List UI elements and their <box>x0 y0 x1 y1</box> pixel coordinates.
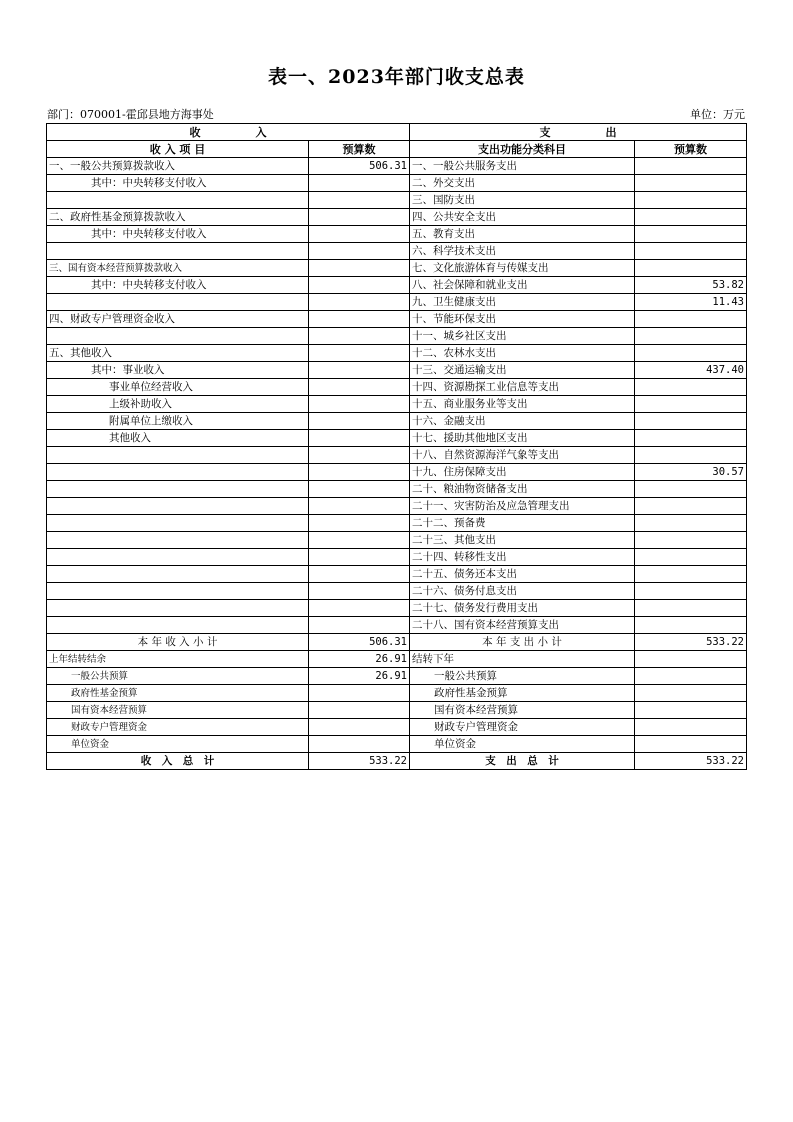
income-amount-cell <box>309 175 410 192</box>
income-item-cell: 三、国有资本经营预算拨款收入 <box>47 260 309 277</box>
table-row <box>47 158 747 175</box>
department-label: 部门：070001-霍邱县地方海事处 <box>47 108 214 121</box>
expense-item-cell: 二十五、债务还本支出 <box>410 566 635 583</box>
expense-item-cell: 十九、住房保障支出 <box>410 464 635 481</box>
income-item-cell <box>47 464 309 481</box>
expense-amount-cell <box>635 532 747 549</box>
expense-item-cell: 六、科学技术支出 <box>410 243 635 260</box>
income-item-cell: 五、其他收入 <box>47 345 309 362</box>
income-item-cell <box>47 549 309 566</box>
income-amount-cell <box>309 515 410 532</box>
income-amount-cell: 506.31 <box>309 158 410 175</box>
table-row <box>47 532 747 549</box>
income-total-label: 收 入 总 计 <box>47 753 309 770</box>
expense-item-cell: 十六、金融支出 <box>410 413 635 430</box>
income-item-cell <box>47 447 309 464</box>
income-item-cell <box>47 566 309 583</box>
expense-item-cell: 二十八、国有资本经营预算支出 <box>410 617 635 634</box>
table-row <box>47 260 747 277</box>
expense-subtotal-label: 本 年 支 出 小 计 <box>410 634 635 651</box>
income-amount-cell <box>309 379 410 396</box>
income-item-cell: 其他收入 <box>47 430 309 447</box>
expense-amount-cell <box>635 566 747 583</box>
carry-expense-item: 结转下年 <box>410 651 635 668</box>
table-row <box>47 600 747 617</box>
total-row <box>47 753 747 770</box>
income-amount-cell <box>309 311 410 328</box>
income-item-header: 收 入 项 目 <box>47 141 309 158</box>
carry-expense-amount <box>635 719 747 736</box>
table-row <box>47 447 747 464</box>
income-item-cell: 上级补助收入 <box>47 396 309 413</box>
expense-subtotal-amount: 533.22 <box>635 634 747 651</box>
income-item-cell: 附属单位上缴收入 <box>47 413 309 430</box>
expense-item-header: 支出功能分类科目 <box>410 141 635 158</box>
expense-amount-cell: 11.43 <box>635 294 747 311</box>
expense-item-cell: 二十、粮油物资储备支出 <box>410 481 635 498</box>
income-item-cell: 四、财政专户管理资金收入 <box>47 311 309 328</box>
income-amount-cell <box>309 413 410 430</box>
carry-row <box>47 702 747 719</box>
income-amount-cell <box>309 549 410 566</box>
expense-amount-cell <box>635 311 747 328</box>
income-item-cell <box>47 481 309 498</box>
budget-table <box>46 123 747 770</box>
income-item-cell <box>47 294 309 311</box>
carry-expense-amount <box>635 651 747 668</box>
income-amount-cell <box>309 464 410 481</box>
expense-item-cell: 一、一般公共服务支出 <box>410 158 635 175</box>
expense-amount-cell <box>635 617 747 634</box>
carry-income-item: 政府性基金预算 <box>47 685 309 702</box>
income-amount-cell <box>309 328 410 345</box>
expense-item-cell: 二、外交支出 <box>410 175 635 192</box>
income-amount-cell <box>309 192 410 209</box>
income-amount-cell <box>309 583 410 600</box>
carry-income-amount <box>309 685 410 702</box>
table-row <box>47 379 747 396</box>
income-amount-cell <box>309 362 410 379</box>
expense-item-cell: 二十二、预备费 <box>410 515 635 532</box>
table-row <box>47 277 747 294</box>
carry-income-item: 单位资金 <box>47 736 309 753</box>
expense-amount-cell <box>635 549 747 566</box>
income-item-cell: 事业单位经营收入 <box>47 379 309 396</box>
income-item-cell: 二、政府性基金预算拨款收入 <box>47 209 309 226</box>
expense-item-cell: 十、节能环保支出 <box>410 311 635 328</box>
table-row <box>47 566 747 583</box>
carry-income-item: 国有资本经营预算 <box>47 702 309 719</box>
carry-expense-amount <box>635 668 747 685</box>
income-item-cell: 其中：中央转移支付收入 <box>47 175 309 192</box>
expense-amount-cell <box>635 328 747 345</box>
income-amount-cell <box>309 294 410 311</box>
income-subtotal-label: 本 年 收 入 小 计 <box>47 634 309 651</box>
income-amount-header: 预算数 <box>309 141 410 158</box>
income-item-cell <box>47 617 309 634</box>
expense-section-header: 支 出 <box>410 124 747 141</box>
expense-total-amount: 533.22 <box>635 753 747 770</box>
carry-expense-amount <box>635 702 747 719</box>
income-amount-cell <box>309 617 410 634</box>
subtotal-row <box>47 634 747 651</box>
income-item-cell <box>47 243 309 260</box>
income-amount-cell <box>309 345 410 362</box>
carry-expense-amount <box>635 736 747 753</box>
expense-amount-cell <box>635 515 747 532</box>
expense-amount-cell: 53.82 <box>635 277 747 294</box>
carry-income-item: 一般公共预算 <box>47 668 309 685</box>
carry-expense-item: 一般公共预算 <box>410 668 635 685</box>
income-amount-cell <box>309 566 410 583</box>
carry-row <box>47 651 747 668</box>
income-section-header: 收 入 <box>47 124 410 141</box>
table-row <box>47 464 747 481</box>
page-title: 表一、2023年部门收支总表 <box>268 66 525 88</box>
income-item-cell <box>47 328 309 345</box>
carry-income-amount <box>309 719 410 736</box>
expense-amount-cell <box>635 158 747 175</box>
income-amount-cell <box>309 430 410 447</box>
expense-item-cell: 四、公共安全支出 <box>410 209 635 226</box>
expense-amount-cell <box>635 209 747 226</box>
table-row <box>47 515 747 532</box>
income-item-cell: 其中：中央转移支付收入 <box>47 277 309 294</box>
expense-amount-header: 预算数 <box>635 141 747 158</box>
expense-item-cell: 二十四、转移性支出 <box>410 549 635 566</box>
table-row <box>47 226 747 243</box>
table-row <box>47 175 747 192</box>
expense-amount-cell <box>635 379 747 396</box>
expense-item-cell: 二十六、债务付息支出 <box>410 583 635 600</box>
carry-expense-item: 国有资本经营预算 <box>410 702 635 719</box>
income-amount-cell <box>309 498 410 515</box>
table-row <box>47 549 747 566</box>
income-amount-cell <box>309 532 410 549</box>
expense-amount-cell <box>635 413 747 430</box>
carry-row <box>47 668 747 685</box>
expense-total-label: 支 出 总 计 <box>410 753 635 770</box>
table-row <box>47 396 747 413</box>
income-amount-cell <box>309 277 410 294</box>
carry-expense-item: 单位资金 <box>410 736 635 753</box>
expense-item-cell: 二十一、灾害防治及应急管理支出 <box>410 498 635 515</box>
section-header-row <box>47 124 747 141</box>
expense-amount-cell <box>635 243 747 260</box>
table-row <box>47 192 747 209</box>
carry-row <box>47 719 747 736</box>
table-row <box>47 481 747 498</box>
carry-row <box>47 736 747 753</box>
expense-item-cell: 十四、资源勘探工业信息等支出 <box>410 379 635 396</box>
income-amount-cell <box>309 226 410 243</box>
table-row <box>47 328 747 345</box>
carry-row <box>47 685 747 702</box>
expense-amount-cell <box>635 447 747 464</box>
income-amount-cell <box>309 447 410 464</box>
table-row <box>47 498 747 515</box>
carry-income-amount: 26.91 <box>309 668 410 685</box>
unit-label: 单位：万元 <box>690 108 745 121</box>
expense-amount-cell <box>635 192 747 209</box>
expense-amount-cell <box>635 345 747 362</box>
table-row <box>47 294 747 311</box>
expense-amount-cell <box>635 260 747 277</box>
carry-income-item: 上年结转结余 <box>47 651 309 668</box>
carry-income-amount <box>309 736 410 753</box>
expense-amount-cell <box>635 175 747 192</box>
income-item-cell <box>47 192 309 209</box>
carry-expense-item: 政府性基金预算 <box>410 685 635 702</box>
expense-amount-cell <box>635 226 747 243</box>
expense-item-cell: 五、教育支出 <box>410 226 635 243</box>
table-row <box>47 617 747 634</box>
income-total-amount: 533.22 <box>309 753 410 770</box>
income-item-cell <box>47 515 309 532</box>
income-amount-cell <box>309 260 410 277</box>
expense-amount-cell <box>635 583 747 600</box>
expense-item-cell: 九、卫生健康支出 <box>410 294 635 311</box>
table-row <box>47 311 747 328</box>
expense-item-cell: 十二、农林水支出 <box>410 345 635 362</box>
expense-item-cell: 七、文化旅游体育与传媒支出 <box>410 260 635 277</box>
expense-item-cell: 十七、援助其他地区支出 <box>410 430 635 447</box>
carry-expense-item: 财政专户管理资金 <box>410 719 635 736</box>
budget-table-body <box>47 124 747 770</box>
income-item-cell <box>47 583 309 600</box>
column-header-row <box>47 141 747 158</box>
expense-amount-cell <box>635 430 747 447</box>
income-item-cell <box>47 532 309 549</box>
table-row <box>47 430 747 447</box>
income-item-cell <box>47 498 309 515</box>
expense-item-cell: 八、社会保障和就业支出 <box>410 277 635 294</box>
carry-expense-amount <box>635 685 747 702</box>
expense-item-cell: 十八、自然资源海洋气象等支出 <box>410 447 635 464</box>
expense-item-cell: 三、国防支出 <box>410 192 635 209</box>
expense-item-cell: 十一、城乡社区支出 <box>410 328 635 345</box>
expense-item-cell: 十五、商业服务业等支出 <box>410 396 635 413</box>
carry-income-item: 财政专户管理资金 <box>47 719 309 736</box>
income-item-cell <box>47 600 309 617</box>
income-amount-cell <box>309 396 410 413</box>
income-amount-cell <box>309 481 410 498</box>
income-amount-cell <box>309 600 410 617</box>
table-row <box>47 362 747 379</box>
income-item-cell: 其中：事业收入 <box>47 362 309 379</box>
table-row <box>47 243 747 260</box>
expense-item-cell: 二十七、债务发行费用支出 <box>410 600 635 617</box>
expense-amount-cell <box>635 498 747 515</box>
table-row <box>47 345 747 362</box>
expense-amount-cell <box>635 600 747 617</box>
expense-amount-cell: 30.57 <box>635 464 747 481</box>
expense-item-cell: 二十三、其他支出 <box>410 532 635 549</box>
income-item-cell: 一、一般公共预算拨款收入 <box>47 158 309 175</box>
table-row <box>47 583 747 600</box>
table-row <box>47 413 747 430</box>
carry-income-amount: 26.91 <box>309 651 410 668</box>
table-row <box>47 209 747 226</box>
expense-amount-cell: 437.40 <box>635 362 747 379</box>
carry-income-amount <box>309 702 410 719</box>
expense-amount-cell <box>635 481 747 498</box>
income-subtotal-amount: 506.31 <box>309 634 410 651</box>
income-amount-cell <box>309 209 410 226</box>
income-amount-cell <box>309 243 410 260</box>
expense-item-cell: 十三、交通运输支出 <box>410 362 635 379</box>
expense-amount-cell <box>635 396 747 413</box>
income-item-cell: 其中：中央转移支付收入 <box>47 226 309 243</box>
